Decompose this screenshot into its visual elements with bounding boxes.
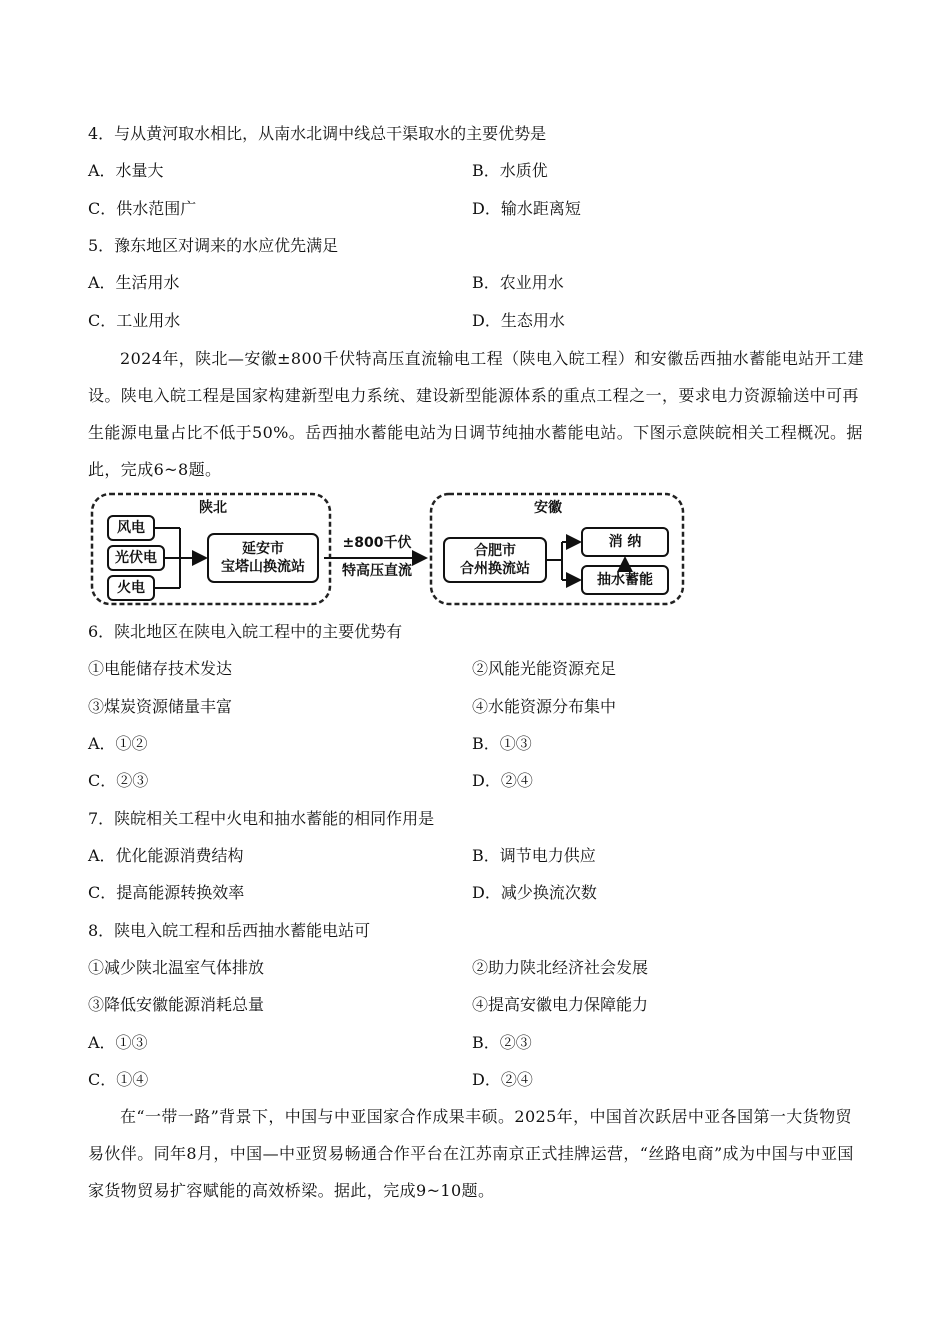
station-baotashan-city: 延安市 — [242, 541, 284, 557]
q7-option-d: D．减少换流次数 — [472, 883, 597, 902]
q6-option-c: C．②③ — [88, 771, 149, 790]
q8-stem: 8．陕电入皖工程和岳西抽水蓄能电站可 — [88, 921, 371, 940]
q5-option-d: D．生态用水 — [472, 311, 565, 330]
q4-option-b: B．水质优 — [472, 161, 548, 180]
region-shaanbei-label: 陕北 — [199, 500, 227, 516]
q7-option-a: A．优化能源消费结构 — [88, 846, 244, 865]
uhv-type-label: 特高压直流 — [342, 563, 412, 579]
q5-option-b: B．农业用水 — [472, 273, 564, 292]
q4-stem: 4．与从黄河取水相比，从南水北调中线总干渠取水的主要优势是 — [88, 124, 547, 143]
q6-statement-4: ④水能资源分布集中 — [472, 697, 617, 716]
q4-option-d: D．输水距离短 — [472, 199, 581, 218]
q8-option-b: B．②③ — [472, 1033, 532, 1052]
q8-option-c: C．①④ — [88, 1070, 149, 1089]
passage-shaanxi-anhui: 2024年，陕北—安徽±800千伏特高压直流输电工程（陕电入皖工程）和安徽岳西抽水蓄能电站开工建设。陕电入皖工程是国家构建新型电力系统、建设新型能源体系的重点工程之一，要求电力资源输送中可再生能源电量占比不低于50%。岳西抽水蓄能电站为日调节纯抽水蓄能电站。下图示意陕皖相关工程概况。据此，完成6~8题。 — [88, 349, 864, 479]
station-baotashan-name: 宝塔山换流站 — [221, 559, 305, 575]
q8-statement-4: ④提高安徽电力保障能力 — [472, 995, 649, 1014]
storage-label: 抽水蓄能 — [597, 572, 653, 588]
q6-option-a: A．①② — [88, 734, 148, 753]
passage-central-asia: 在“一带一路”背景下，中国与中亚国家合作成果丰硕。2025年，中国首次跃居中亚各国第一大货物贸易伙伴。同年8月，中国—中亚贸易畅通合作平台在江苏南京正式挂牌运营，“丝路电商”成为中国与中亚国家货物贸易扩容赋能的高效桥梁。据此，完成9~10题。 — [88, 1107, 854, 1200]
q4-option-a: A．水量大 — [88, 161, 164, 180]
q6-statement-1: ①电能储存技术发达 — [88, 659, 233, 678]
q7-option-b: B．调节电力供应 — [472, 846, 596, 865]
q6-option-b: B．①③ — [472, 734, 532, 753]
q4-option-c: C．供水范围广 — [88, 199, 197, 218]
q5-option-a: A．生活用水 — [88, 273, 180, 292]
region-anhui-label: 安徽 — [534, 500, 562, 516]
q7-option-c: C．提高能源转换效率 — [88, 883, 245, 902]
q6-statement-2: ②风能光能资源充足 — [472, 659, 617, 678]
q8-statement-2: ②助力陕北经济社会发展 — [472, 958, 649, 977]
uhv-voltage-label: ±800千伏 — [342, 535, 412, 551]
q8-option-d: D．②④ — [472, 1070, 533, 1089]
q6-statement-3: ③煤炭资源储量丰富 — [88, 697, 233, 716]
q5-option-c: C．工业用水 — [88, 311, 181, 330]
q7-stem: 7．陕皖相关工程中火电和抽水蓄能的相同作用是 — [88, 809, 435, 828]
q6-option-d: D．②④ — [472, 771, 533, 790]
power-transmission-diagram — [88, 490, 688, 608]
source-wind-label: 风电 — [117, 520, 145, 536]
source-solar-label: 光伏电 — [115, 550, 157, 566]
q6-stem: 6．陕北地区在陕电入皖工程中的主要优势有 — [88, 622, 403, 641]
source-thermal-label: 火电 — [117, 580, 145, 596]
q8-option-a: A．①③ — [88, 1033, 148, 1052]
q8-statement-3: ③降低安徽能源消耗总量 — [88, 995, 265, 1014]
consume-label: 消 纳 — [608, 534, 642, 550]
q5-stem: 5．豫东地区对调来的水应优先满足 — [88, 236, 339, 255]
station-hezhou-city: 合肥市 — [474, 543, 516, 559]
q8-statement-1: ①减少陕北温室气体排放 — [88, 958, 265, 977]
station-hezhou-name: 合州换流站 — [460, 561, 530, 577]
